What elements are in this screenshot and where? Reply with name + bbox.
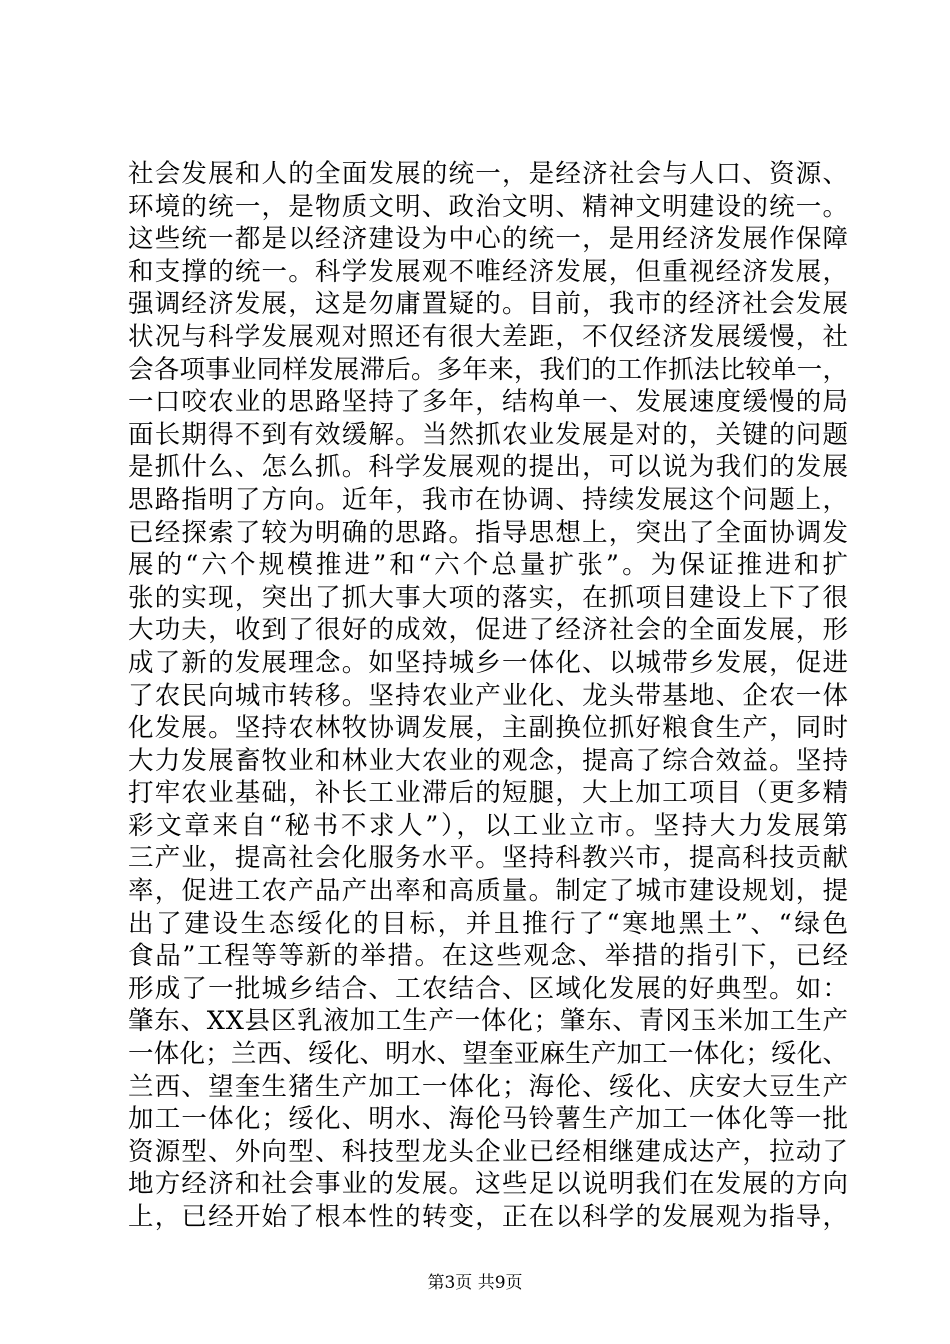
page-footer: 第3页 共9页: [427, 1273, 523, 1293]
text-line: 一体化；兰西、绥化、明水、望奎亚麻生产加工一体化；绥化、: [128, 1039, 849, 1070]
text-line: 大功夫，收到了很好的成效，促进了经济社会的全面发展，形: [128, 615, 850, 646]
text-line: 状况与科学发展观对照还有很大差距，不仅经济发展缓慢，社: [128, 321, 850, 352]
text-line: 出了建设生态绥化的目标，并且推行了“寒地黑土”、“绿色: [128, 908, 851, 939]
text-line: 面长期得不到有效缓解。当然抓农业发展是对的，关键的问题: [128, 419, 850, 450]
body-text: [128, 158, 852, 1234]
text-line: 这些统一都是以经济建设为中心的统一，是用经济发展作保障: [128, 224, 850, 255]
text-line: 上，已经开始了根本性的转变，正在以科学的发展观为指导，: [128, 1202, 850, 1232]
text-line: 强调经济发展，这是勿庸置疑的。目前，我市的经济社会发展: [128, 289, 850, 320]
text-line: 化发展。坚持农林牧协调发展，主副换位抓好粮食生产，同时: [128, 713, 850, 744]
text-line: 成了新的发展理念。如坚持城乡一体化、以城带乡发展，促进: [128, 647, 850, 678]
text-line: 彩文章来自“秘书不求人”），以工业立市。坚持大力发展第: [128, 810, 851, 841]
text-line: 加工一体化；绥化、明水、海伦马铃薯生产加工一体化等一批: [128, 1104, 850, 1135]
text-line: 资源型、外向型、科技型龙头企业已经相继建成达产，拉动了: [128, 1136, 850, 1167]
text-line: 地方经济和社会事业的发展。这些足以说明我们在发展的方向: [128, 1169, 850, 1200]
text-line: 打牢农业基础，补长工业滞后的短腿，大上加工项目（更多精: [128, 778, 850, 809]
text-line: 兰西、望奎生猪生产加工一体化；海伦、绥化、庆安大豆生产: [128, 1071, 850, 1102]
text-line: 形成了一批城乡结合、工农结合、区域化发展的好典型。如：: [128, 973, 850, 1004]
text-line: 张的实现，突出了抓大事大项的落实，在抓项目建设上下了很: [128, 582, 850, 613]
text-line: 了农民向城市转移。坚持农业产业化、龙头带基地、企农一体: [128, 680, 850, 711]
text-line: 社会发展和人的全面发展的统一，是经济社会与人口、资源、: [128, 159, 850, 189]
text-line: 一口咬农业的思路坚持了多年，结构单一、发展速度缓慢的局: [128, 387, 850, 418]
text-line: 思路指明了方向。近年，我市在协调、持续发展这个问题上，: [128, 484, 850, 515]
text-line: 大力发展畜牧业和林业大农业的观念，提高了综合效益。坚持: [128, 745, 850, 776]
text-line: 展的“六个规模推进”和“六个总量扩张”。为保证推进和扩: [128, 550, 852, 581]
text-line: 和支撑的统一。科学发展观不唯经济发展，但重视经济发展，: [128, 256, 850, 287]
text-line: 食品”工程等等新的举措。在这些观念、举措的指引下，已经: [128, 941, 850, 972]
text-line: 三产业，提高社会化服务水平。坚持科教兴市，提高科技贡献: [128, 843, 850, 874]
text-line: 肇东、XX县区乳液加工生产一体化；肇东、青冈玉米加工生产: [128, 1006, 849, 1037]
text-line: 已经探索了较为明确的思路。指导思想上，突出了全面协调发: [128, 517, 850, 548]
text-line: 是抓什么、怎么抓。科学发展观的提出，可以说为我们的发展: [128, 452, 850, 483]
text-line: 率，促进工农产品产出率和高质量。制定了城市建设规划，提: [128, 876, 850, 907]
text-line: 环境的统一，是物质文明、政治文明、精神文明建设的统一。: [128, 191, 850, 222]
text-line: 会各项事业同样发展滞后。多年来，我们的工作抓法比较单一，: [128, 354, 849, 385]
